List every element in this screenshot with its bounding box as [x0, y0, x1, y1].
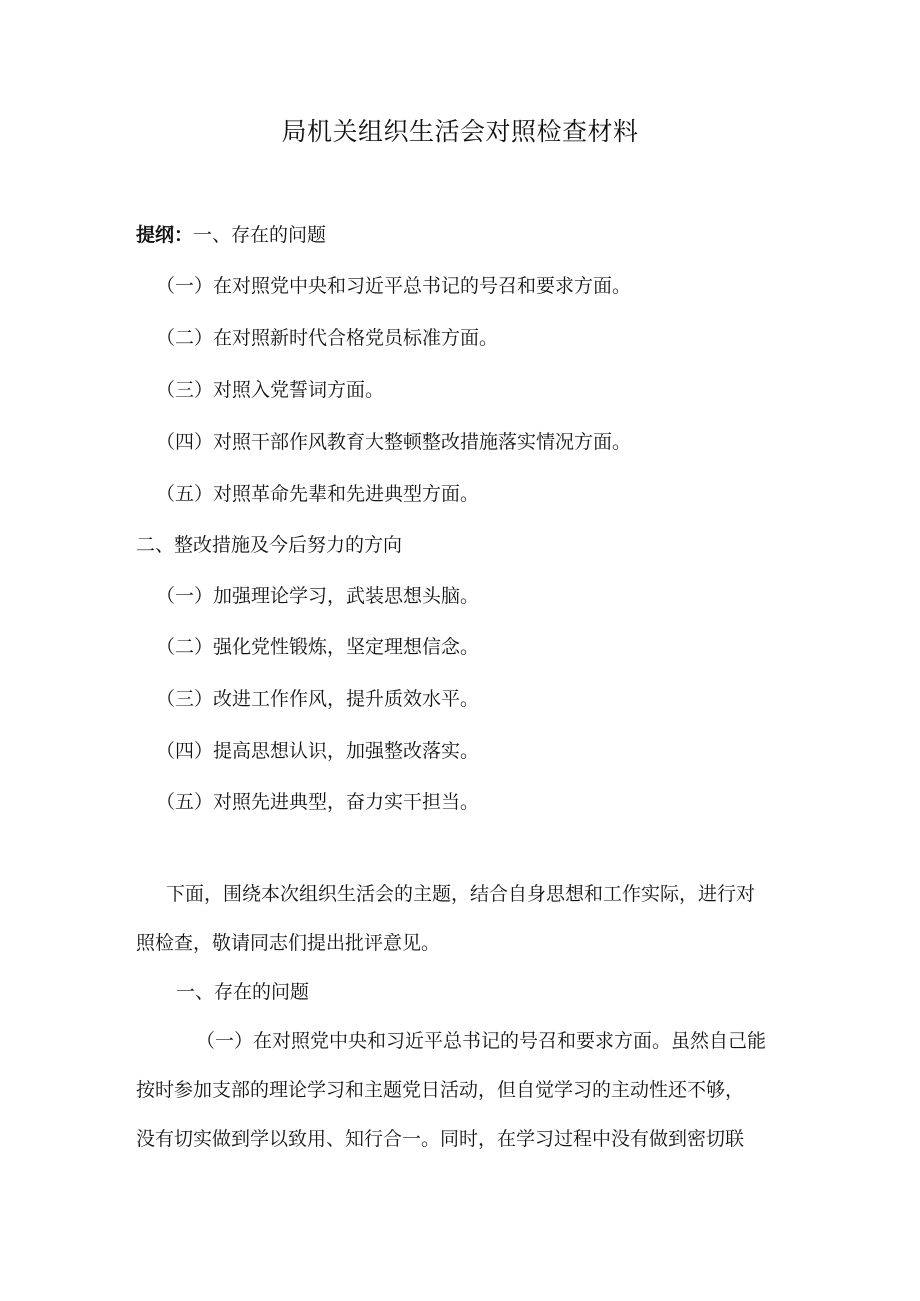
- document-title: 局机关组织生活会对照检查材料: [281, 117, 639, 146]
- outline-problem-item: （三）对照入党誓词方面。: [156, 379, 385, 401]
- intro-line: 照检查，敬请同志们提出批评意见。: [136, 932, 441, 954]
- outline-problem-item: （四）对照干部作风教育大整顿整改措施落实情况方面。: [156, 431, 632, 453]
- outline-measure-item: （四）提高思想认识，加强整改落实。: [156, 740, 480, 762]
- outline-problem-item: （二）在对照新时代合格党员标准方面。: [156, 327, 499, 349]
- outline-measure-item: （三）改进工作作风，提升质效水平。: [156, 688, 480, 710]
- outline-heading-2: 二、整改措施及今后努力的方向: [136, 534, 403, 556]
- outline-problem-item: （五）对照革命先辈和先进典型方面。: [156, 483, 480, 505]
- intro-line: 下面，围绕本次组织生活会的主题，结合自身思想和工作实际，进行对: [166, 883, 756, 905]
- outline-heading-1: 一、存在的问题: [193, 224, 327, 246]
- body-paragraph-line: 没有切实做到学以致用、知行合一。同时，在学习过程中没有做到密切联: [136, 1128, 745, 1150]
- body-paragraph-line: （一）在对照党中央和习近平总书记的号召和要求方面。虽然自己能: [196, 1030, 767, 1052]
- body-paragraph-line: 按时参加支部的理论学习和主题党日活动，但自觉学习的主动性还不够，: [136, 1079, 745, 1101]
- outline-problem-item: （一）在对照党中央和习近平总书记的号召和要求方面。: [156, 275, 632, 297]
- outline-measure-item: （一）加强理论学习，武装思想头脑。: [156, 585, 480, 607]
- outline-measure-item: （二）强化党性锻炼，坚定理想信念。: [156, 636, 480, 658]
- outline-heading: [136, 222, 326, 248]
- outline-measure-item: （五）对照先进典型，奋力实干担当。: [156, 791, 480, 813]
- outline-label: 提纲：: [136, 224, 194, 246]
- section-heading: 一、存在的问题: [176, 981, 310, 1003]
